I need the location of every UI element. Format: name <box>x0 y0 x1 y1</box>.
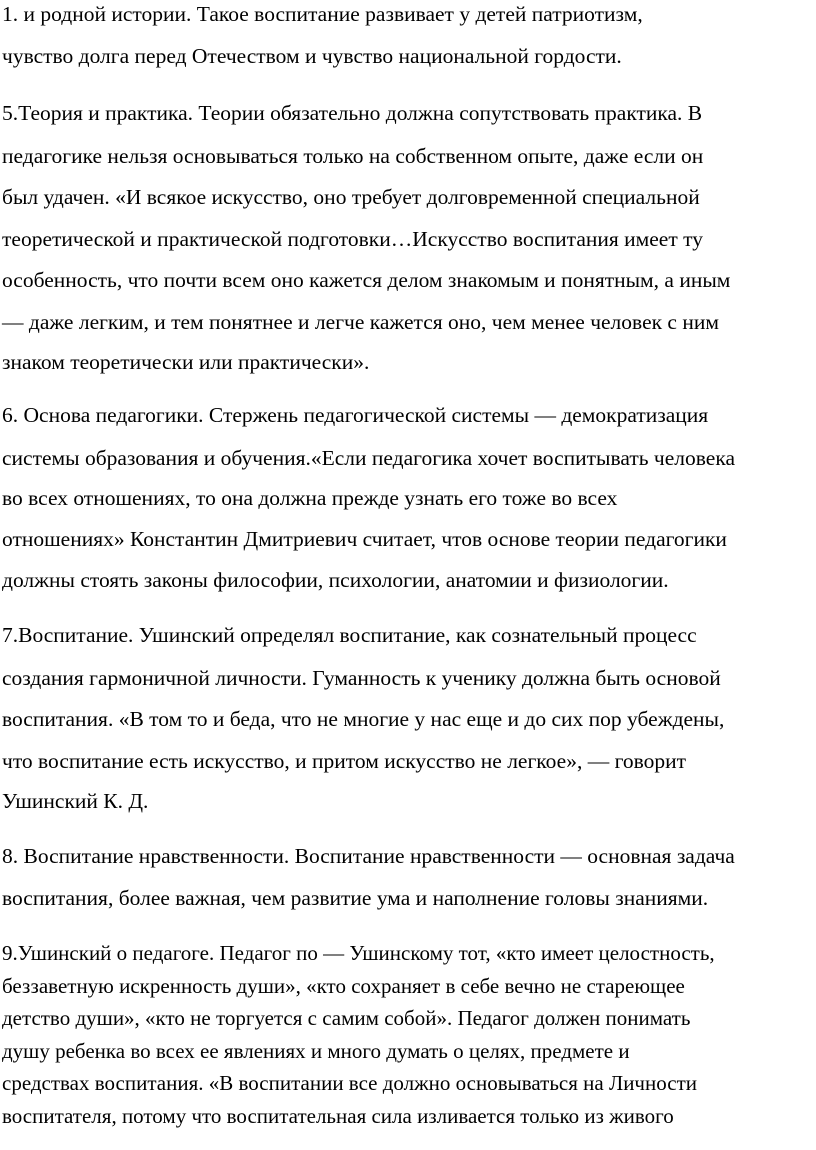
text-line: детство души», «кто не торгуется с самим собой». Педагог должен понимать <box>2 1006 691 1030</box>
text-line: должны стоять законы философии, психологии, анатомии и физиологии. <box>2 568 669 592</box>
text-line: 7.Воспитание. Ушинский определял воспитание, как сознательный процесс <box>2 623 697 647</box>
text-line: системы образования и обучения.«Если педагогика хочет воспитывать человека <box>2 446 735 470</box>
text-line: воспитателя, потому что воспитательная сила изливается только из живого <box>2 1104 674 1128</box>
text-line: воспитания, более важная, чем развитие ума и наполнение головы знаниями. <box>2 886 709 910</box>
text-line: Ушинский К. Д. <box>2 789 149 813</box>
text-line: теоретической и практической подготовки…Искусство воспитания имеет ту <box>2 227 703 251</box>
text-line: 6. Основа педагогики. Стержень педагогической системы — демократизация <box>2 403 709 427</box>
text-line: 1. и родной истории. Такое воспитание развивает у детей патриотизм, <box>2 2 643 26</box>
text-line: был удачен. «И всякое искусство, оно требует долговременной специальной <box>2 185 700 209</box>
text-line: чувство долга перед Отечеством и чувство национальной гордости. <box>2 44 622 68</box>
text-line: знаком теоретически или практически». <box>2 350 370 374</box>
text-line: 5.Теория и практика. Теории обязательно должна сопутствовать практика. В <box>2 101 703 125</box>
text-line: 8. Воспитание нравственности. Воспитание нравственности — основная задача <box>2 844 735 868</box>
text-line: во всех отношениях, то она должна прежде узнать его тоже во всех <box>2 486 618 510</box>
text-line: душу ребенка во всех ее явлениях и много думать о целях, предмете и <box>2 1039 630 1063</box>
text-line: средствах воспитания. «В воспитании все должно основываться на Личности <box>2 1071 697 1095</box>
text-line: особенность, что почти всем оно кажется делом знакомым и понятным, а иным <box>2 268 731 292</box>
text-line: педагогике нельзя основываться только на собственном опыте, даже если он <box>2 144 704 168</box>
text-line: беззаветную искренность души», «кто сохраняет в себе вечно не стареющее <box>2 974 685 998</box>
text-line: что воспитание есть искусство, и притом искусство не легкое», — говорит <box>2 749 687 773</box>
text-line: воспитания. «В том то и беда, что не многие у нас еще и до сих пор убеждены, <box>2 707 725 731</box>
text-line: отношениях» Константин Дмитриевич считает, чтов основе теории педагогики <box>2 527 727 551</box>
text-line: 9.Ушинский о педагоге. Педагог по — Ушинскому тот, «кто имеет целостность, <box>2 941 715 965</box>
text-line: создания гармоничной личности. Гуманность к ученику должна быть основой <box>2 666 721 690</box>
text-line: — даже легким, и тем понятнее и легче кажется оно, чем менее человек с ним <box>2 310 719 334</box>
